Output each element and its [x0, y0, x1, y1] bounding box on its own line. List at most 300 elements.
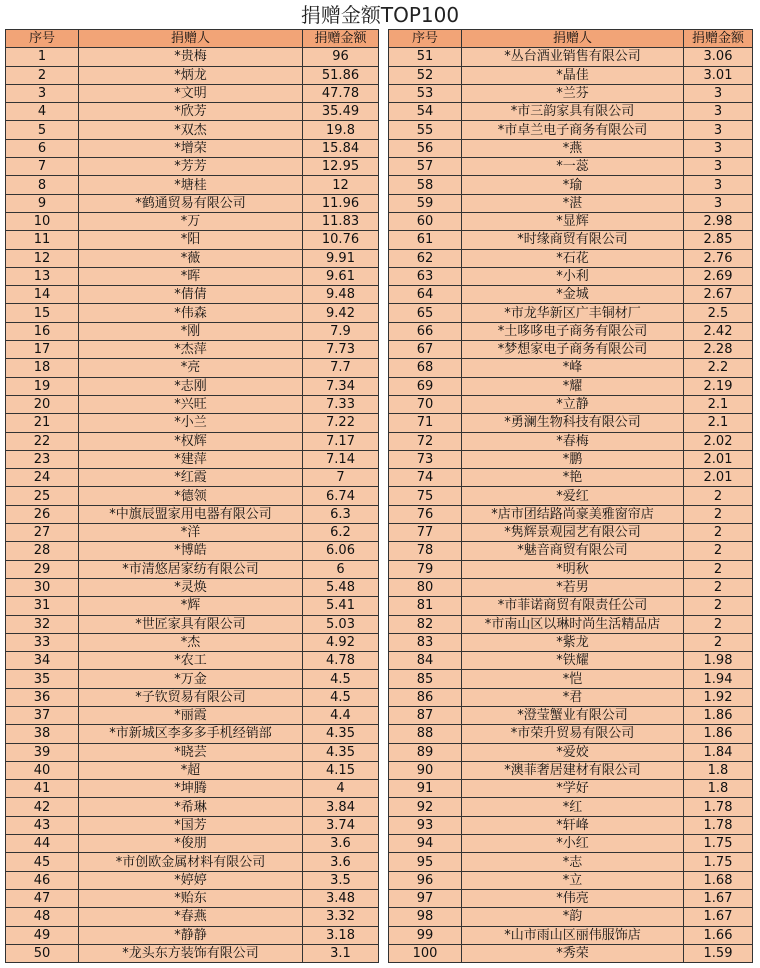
cell-amount: 3.18: [303, 926, 379, 944]
cell-amount: 11.83: [303, 212, 379, 230]
table-row: [6, 633, 379, 651]
cell-amount: 3.74: [303, 816, 379, 834]
cell-amount: 2.2: [684, 359, 753, 377]
table-row: [389, 560, 753, 578]
cell-amount: 7.73: [303, 341, 379, 359]
cell-rank: 28: [6, 542, 79, 560]
table-row: [389, 341, 753, 359]
cell-amount: 5.03: [303, 615, 379, 633]
cell-rank: 37: [6, 706, 79, 724]
table-row: [6, 267, 379, 285]
cell-amount: 2: [684, 578, 753, 596]
cell-rank: 76: [389, 505, 462, 523]
cell-rank: 59: [389, 194, 462, 212]
cell-rank: 97: [389, 889, 462, 907]
cell-rank: 50: [6, 944, 79, 962]
table-row: [389, 176, 753, 194]
cell-donor: *君: [462, 688, 684, 706]
cell-amount: 4: [303, 780, 379, 798]
cell-amount: 1.84: [684, 743, 753, 761]
cell-amount: 7.33: [303, 395, 379, 413]
cell-amount: 2.01: [684, 469, 753, 487]
table-row: [389, 212, 753, 230]
cell-rank: 16: [6, 322, 79, 340]
cell-donor: *市卓兰电子商务有限公司: [462, 121, 684, 139]
cell-amount: 2: [684, 487, 753, 505]
cell-donor: *辉: [79, 597, 303, 615]
cell-amount: 1.94: [684, 670, 753, 688]
cell-amount: 2.42: [684, 322, 753, 340]
table-row: [389, 487, 753, 505]
table-row: [389, 304, 753, 322]
cell-amount: 2: [684, 633, 753, 651]
cell-rank: 67: [389, 341, 462, 359]
cell-amount: 4.5: [303, 670, 379, 688]
cell-donor: *时缘商贸有限公司: [462, 231, 684, 249]
table-row: [389, 158, 753, 176]
cell-donor: *市龙华新区广丰铜材厂: [462, 304, 684, 322]
cell-donor: *瑜: [462, 176, 684, 194]
cell-rank: 60: [389, 212, 462, 230]
cell-amount: 6.3: [303, 505, 379, 523]
cell-amount: 4.5: [303, 688, 379, 706]
cell-donor: *炳龙: [79, 66, 303, 84]
cell-amount: 3.48: [303, 889, 379, 907]
table-row: [389, 798, 753, 816]
cell-amount: 3: [684, 121, 753, 139]
table-row: [389, 231, 753, 249]
cell-rank: 91: [389, 780, 462, 798]
cell-rank: 70: [389, 395, 462, 413]
cell-amount: 3.6: [303, 835, 379, 853]
table-row: [6, 816, 379, 834]
cell-donor: *贵梅: [79, 48, 303, 66]
table-row: [6, 615, 379, 633]
cell-rank: 10: [6, 212, 79, 230]
cell-rank: 68: [389, 359, 462, 377]
cell-rank: 14: [6, 286, 79, 304]
cell-amount: 1.75: [684, 835, 753, 853]
table-row: [6, 835, 379, 853]
cell-rank: 66: [389, 322, 462, 340]
cell-rank: 1: [6, 48, 79, 66]
cell-rank: 63: [389, 267, 462, 285]
cell-rank: 73: [389, 450, 462, 468]
cell-amount: 1.59: [684, 944, 753, 962]
header-amount: 捐赠金额: [684, 30, 753, 48]
cell-donor: *澄莹蟹业有限公司: [462, 706, 684, 724]
cell-amount: 1.98: [684, 652, 753, 670]
cell-rank: 72: [389, 432, 462, 450]
table-row: [389, 469, 753, 487]
cell-donor: *建萍: [79, 450, 303, 468]
table-row: [389, 84, 753, 102]
table-row: [6, 487, 379, 505]
cell-amount: 3.84: [303, 798, 379, 816]
cell-amount: 9.48: [303, 286, 379, 304]
cell-donor: *市菲诺商贸有限责任公司: [462, 597, 684, 615]
cell-rank: 90: [389, 761, 462, 779]
cell-donor: *芳芳: [79, 158, 303, 176]
table-row: [389, 139, 753, 157]
cell-rank: 71: [389, 414, 462, 432]
table-row: [6, 761, 379, 779]
table-row: [6, 432, 379, 450]
cell-donor: *丽霞: [79, 706, 303, 724]
cell-donor: *市新城区李多多手机经销部: [79, 725, 303, 743]
cell-amount: 2.28: [684, 341, 753, 359]
table-row: [389, 908, 753, 926]
cell-rank: 69: [389, 377, 462, 395]
cell-amount: 2: [684, 542, 753, 560]
table-row: [389, 103, 753, 121]
cell-amount: 7.9: [303, 322, 379, 340]
cell-rank: 23: [6, 450, 79, 468]
cell-amount: 3.6: [303, 853, 379, 871]
header-amount: 捐赠金额: [303, 30, 379, 48]
cell-amount: 1.66: [684, 926, 753, 944]
cell-donor: *山市雨山区丽伟服饰店: [462, 926, 684, 944]
cell-amount: 2.1: [684, 395, 753, 413]
cell-donor: *市创欧金属材料有限公司: [79, 853, 303, 871]
cell-donor: *国芳: [79, 816, 303, 834]
cell-rank: 61: [389, 231, 462, 249]
cell-donor: *晓芸: [79, 743, 303, 761]
cell-donor: *刚: [79, 322, 303, 340]
cell-rank: 13: [6, 267, 79, 285]
cell-amount: 1.8: [684, 761, 753, 779]
table-row: [6, 304, 379, 322]
cell-rank: 93: [389, 816, 462, 834]
cell-amount: 1.86: [684, 725, 753, 743]
cell-donor: *权辉: [79, 432, 303, 450]
cell-rank: 86: [389, 688, 462, 706]
cell-donor: *市南山区以琳时尚生活精品店: [462, 615, 684, 633]
cell-amount: 6: [303, 560, 379, 578]
table-row: [389, 816, 753, 834]
cell-amount: 3.5: [303, 871, 379, 889]
table-row: [6, 652, 379, 670]
cell-rank: 94: [389, 835, 462, 853]
cell-rank: 81: [389, 597, 462, 615]
table-row: [6, 889, 379, 907]
cell-donor: *灵焕: [79, 578, 303, 596]
cell-donor: *市三韵家具有限公司: [462, 103, 684, 121]
cell-amount: 12: [303, 176, 379, 194]
cell-donor: *倩倩: [79, 286, 303, 304]
cell-donor: *婷婷: [79, 871, 303, 889]
cell-donor: *秀荣: [462, 944, 684, 962]
cell-rank: 51: [389, 48, 462, 66]
cell-donor: *兰芬: [462, 84, 684, 102]
cell-rank: 56: [389, 139, 462, 157]
cell-rank: 65: [389, 304, 462, 322]
cell-donor: *红: [462, 798, 684, 816]
cell-donor: *阳: [79, 231, 303, 249]
table-row: [389, 286, 753, 304]
cell-rank: 24: [6, 469, 79, 487]
cell-donor: *立: [462, 871, 684, 889]
cell-rank: 45: [6, 853, 79, 871]
header-name: 捐赠人: [462, 30, 684, 48]
table-row: [6, 578, 379, 596]
table-row: [6, 176, 379, 194]
cell-donor: *湛: [462, 194, 684, 212]
cell-amount: 2.76: [684, 249, 753, 267]
cell-donor: *韵: [462, 908, 684, 926]
cell-amount: 35.49: [303, 103, 379, 121]
table-row: [389, 450, 753, 468]
table-row: [389, 121, 753, 139]
cell-rank: 48: [6, 908, 79, 926]
cell-donor: *晶佳: [462, 66, 684, 84]
cell-donor: *紫龙: [462, 633, 684, 651]
cell-rank: 34: [6, 652, 79, 670]
cell-donor: *春梅: [462, 432, 684, 450]
table-row: [6, 48, 379, 66]
table-row: [6, 121, 379, 139]
cell-rank: 32: [6, 615, 79, 633]
table-row: [6, 286, 379, 304]
table-row: [389, 414, 753, 432]
cell-amount: 3: [684, 84, 753, 102]
cell-donor: *万: [79, 212, 303, 230]
cell-amount: 2: [684, 524, 753, 542]
table-row: [389, 652, 753, 670]
cell-donor: *铁耀: [462, 652, 684, 670]
cell-rank: 62: [389, 249, 462, 267]
cell-amount: 2: [684, 505, 753, 523]
cell-rank: 43: [6, 816, 79, 834]
cell-donor: *隽辉景观园艺有限公司: [462, 524, 684, 542]
cell-donor: *志刚: [79, 377, 303, 395]
cell-donor: *中旗辰盟家用电器有限公司: [79, 505, 303, 523]
cell-donor: *欣芳: [79, 103, 303, 121]
cell-donor: *小利: [462, 267, 684, 285]
cell-amount: 1.75: [684, 853, 753, 871]
cell-amount: 3: [684, 194, 753, 212]
cell-donor: *鹤通贸易有限公司: [79, 194, 303, 212]
cell-donor: *晖: [79, 267, 303, 285]
table-row: [389, 322, 753, 340]
table-row: [6, 414, 379, 432]
table-row: [6, 871, 379, 889]
donation-table-right: [388, 29, 753, 963]
cell-donor: *万金: [79, 670, 303, 688]
cell-rank: 92: [389, 798, 462, 816]
table-row: [6, 926, 379, 944]
table-row: [389, 542, 753, 560]
cell-amount: 4.35: [303, 743, 379, 761]
cell-amount: 7.7: [303, 359, 379, 377]
table-row: [6, 798, 379, 816]
cell-amount: 2.85: [684, 231, 753, 249]
cell-amount: 11.96: [303, 194, 379, 212]
cell-amount: 3.06: [684, 48, 753, 66]
table-row: [389, 688, 753, 706]
cell-rank: 42: [6, 798, 79, 816]
table-row: [389, 835, 753, 853]
table-row: [6, 706, 379, 724]
cell-amount: 3.32: [303, 908, 379, 926]
table-row: [6, 688, 379, 706]
cell-rank: 52: [389, 66, 462, 84]
cell-donor: *伟亮: [462, 889, 684, 907]
cell-donor: *静静: [79, 926, 303, 944]
table-row: [389, 377, 753, 395]
cell-rank: 57: [389, 158, 462, 176]
cell-donor: *德领: [79, 487, 303, 505]
cell-donor: *伟森: [79, 304, 303, 322]
cell-rank: 26: [6, 505, 79, 523]
cell-amount: 4.35: [303, 725, 379, 743]
cell-amount: 1.67: [684, 908, 753, 926]
cell-amount: 2.69: [684, 267, 753, 285]
table-row: [6, 377, 379, 395]
table-row: [389, 944, 753, 962]
cell-rank: 40: [6, 761, 79, 779]
cell-rank: 17: [6, 341, 79, 359]
cell-donor: *贻东: [79, 889, 303, 907]
cell-rank: 77: [389, 524, 462, 542]
cell-amount: 2: [684, 615, 753, 633]
cell-donor: *文明: [79, 84, 303, 102]
cell-rank: 54: [389, 103, 462, 121]
table-row: [389, 359, 753, 377]
cell-donor: *市荣升贸易有限公司: [462, 725, 684, 743]
cell-donor: *一蕊: [462, 158, 684, 176]
cell-amount: 12.95: [303, 158, 379, 176]
cell-rank: 47: [6, 889, 79, 907]
cell-donor: *双杰: [79, 121, 303, 139]
cell-donor: *志: [462, 853, 684, 871]
cell-rank: 85: [389, 670, 462, 688]
cell-amount: 7.14: [303, 450, 379, 468]
cell-amount: 2.67: [684, 286, 753, 304]
cell-rank: 39: [6, 743, 79, 761]
cell-amount: 2.01: [684, 450, 753, 468]
table-row: [389, 743, 753, 761]
cell-rank: 95: [389, 853, 462, 871]
cell-amount: 19.8: [303, 121, 379, 139]
table-row: [389, 66, 753, 84]
cell-donor: *小红: [462, 835, 684, 853]
cell-rank: 100: [389, 944, 462, 962]
cell-rank: 22: [6, 432, 79, 450]
table-row: [389, 725, 753, 743]
cell-amount: 3: [684, 103, 753, 121]
cell-rank: 29: [6, 560, 79, 578]
cell-donor: *石花: [462, 249, 684, 267]
cell-amount: 6.74: [303, 487, 379, 505]
cell-donor: *艳: [462, 469, 684, 487]
cell-amount: 1.92: [684, 688, 753, 706]
cell-donor: *坤腾: [79, 780, 303, 798]
table-row: [389, 889, 753, 907]
table-row: [6, 450, 379, 468]
table-row: [389, 670, 753, 688]
cell-rank: 3: [6, 84, 79, 102]
cell-rank: 46: [6, 871, 79, 889]
cell-donor: *红霞: [79, 469, 303, 487]
table-row: [6, 505, 379, 523]
cell-donor: *杰: [79, 633, 303, 651]
table-row: [6, 158, 379, 176]
table-row: [389, 249, 753, 267]
table-row: [6, 944, 379, 962]
cell-donor: *爱姣: [462, 743, 684, 761]
cell-donor: *丛台酒业销售有限公司: [462, 48, 684, 66]
cell-rank: 88: [389, 725, 462, 743]
cell-amount: 3: [684, 176, 753, 194]
cell-donor: *亮: [79, 359, 303, 377]
table-row: [389, 871, 753, 889]
cell-donor: *龙头东方装饰有限公司: [79, 944, 303, 962]
table-row: [6, 725, 379, 743]
header-rank: 序号: [6, 30, 79, 48]
cell-rank: 18: [6, 359, 79, 377]
table-row: [389, 853, 753, 871]
table-row: [6, 194, 379, 212]
cell-rank: 6: [6, 139, 79, 157]
table-header-row: [389, 30, 753, 48]
table-row: [6, 84, 379, 102]
cell-amount: 1.86: [684, 706, 753, 724]
table-row: [6, 212, 379, 230]
cell-rank: 21: [6, 414, 79, 432]
cell-amount: 1.78: [684, 816, 753, 834]
cell-amount: 3: [684, 139, 753, 157]
table-row: [6, 524, 379, 542]
cell-amount: 15.84: [303, 139, 379, 157]
table-row: [6, 359, 379, 377]
cell-donor: *爱红: [462, 487, 684, 505]
cell-amount: 6.2: [303, 524, 379, 542]
cell-rank: 89: [389, 743, 462, 761]
cell-donor: *希琳: [79, 798, 303, 816]
cell-donor: *俊朋: [79, 835, 303, 853]
cell-amount: 4.78: [303, 652, 379, 670]
table-header-row: [6, 30, 379, 48]
table-row: [389, 395, 753, 413]
cell-donor: *兴旺: [79, 395, 303, 413]
table-row: [389, 597, 753, 615]
cell-amount: 2.1: [684, 414, 753, 432]
table-row: [6, 853, 379, 871]
cell-rank: 64: [389, 286, 462, 304]
cell-amount: 3.1: [303, 944, 379, 962]
table-row: [6, 908, 379, 926]
cell-donor: *燕: [462, 139, 684, 157]
cell-donor: *耀: [462, 377, 684, 395]
cell-donor: *峰: [462, 359, 684, 377]
table-row: [6, 780, 379, 798]
cell-rank: 27: [6, 524, 79, 542]
cell-rank: 74: [389, 469, 462, 487]
cell-amount: 4.15: [303, 761, 379, 779]
cell-rank: 38: [6, 725, 79, 743]
cell-amount: 5.41: [303, 597, 379, 615]
table-row: [6, 560, 379, 578]
cell-rank: 25: [6, 487, 79, 505]
cell-rank: 41: [6, 780, 79, 798]
cell-rank: 58: [389, 176, 462, 194]
table-row: [6, 341, 379, 359]
table-row: [389, 194, 753, 212]
cell-rank: 82: [389, 615, 462, 633]
table-row: [389, 432, 753, 450]
cell-rank: 98: [389, 908, 462, 926]
